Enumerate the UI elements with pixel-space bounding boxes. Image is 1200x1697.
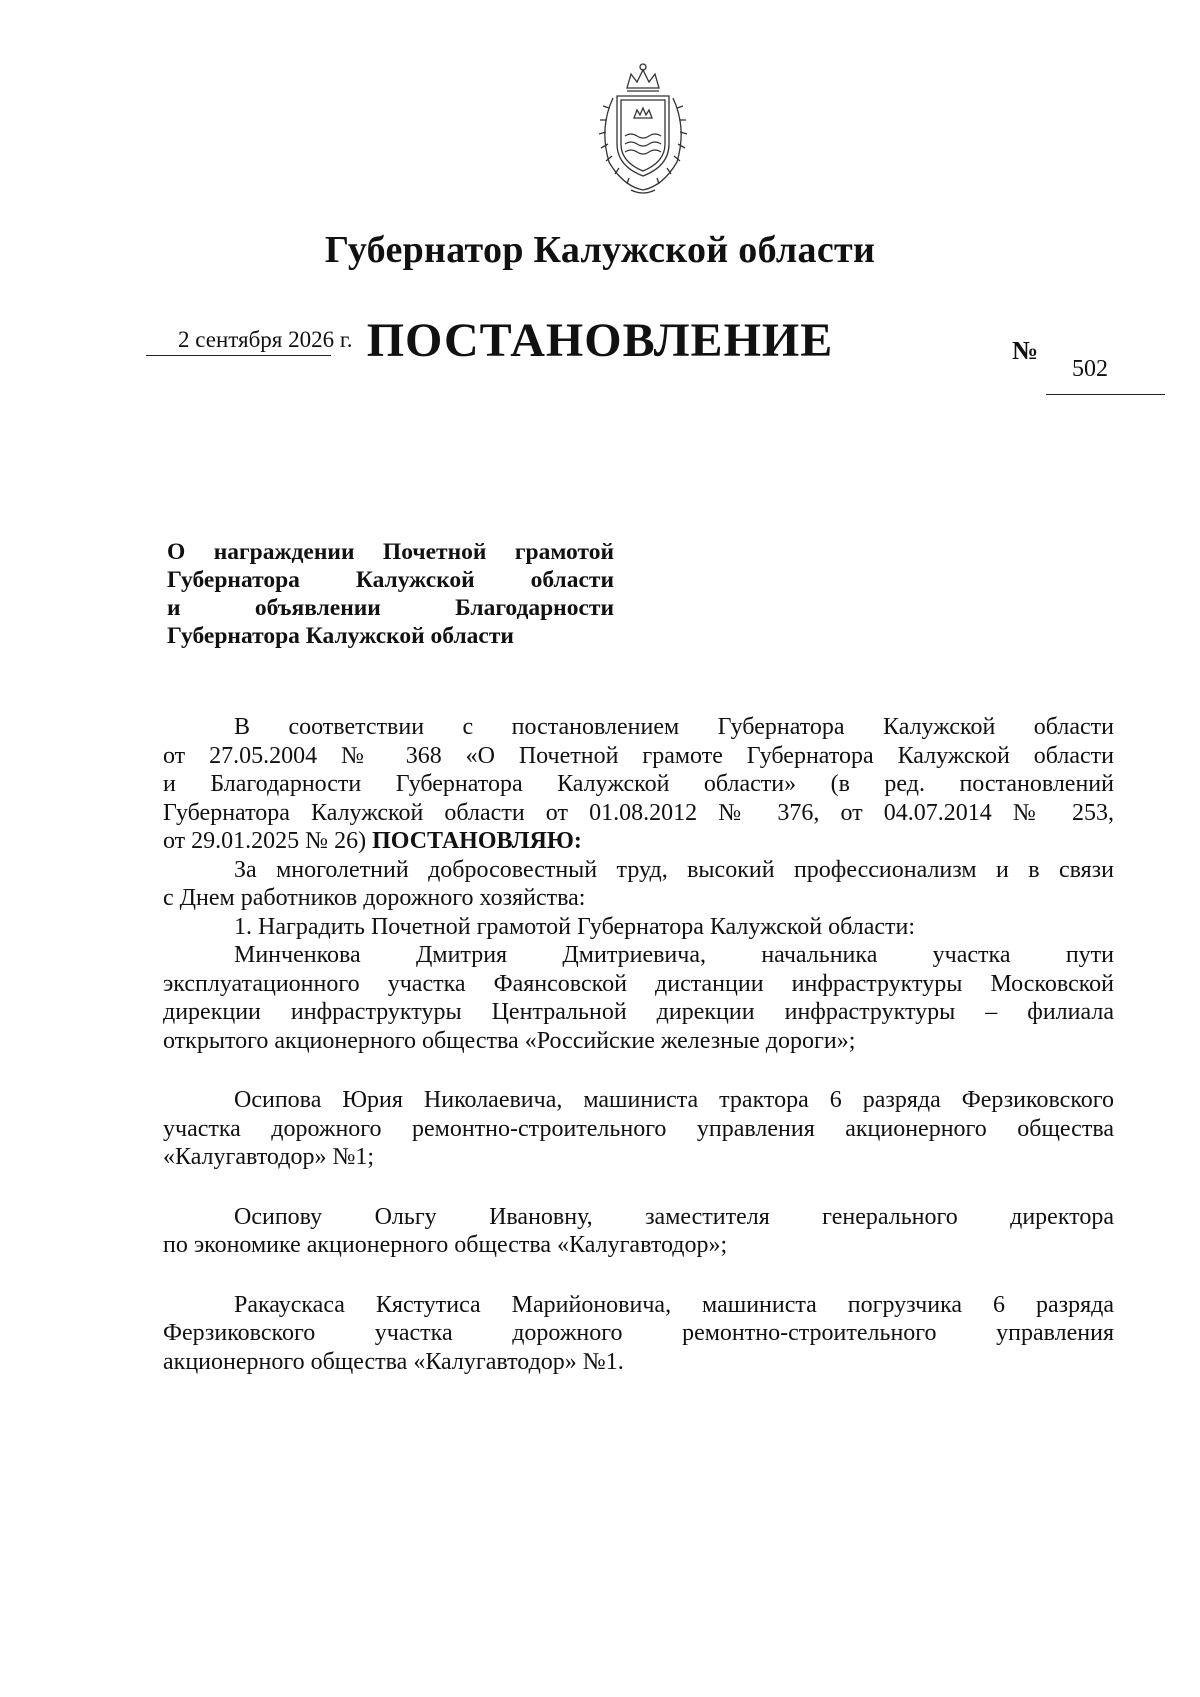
subject-line: Губернатора Калужской области [167,567,614,593]
awardee-line: «Калугавтодор» №1; [163,1144,375,1170]
item-1-paragraph [163,913,1114,942]
awardee-line: Минченкова Дмитрия Дмитриевича, начальника участка пути [234,942,1114,968]
awardee-line: Ферзиковского участка дорожного ремонтно-строительного управления [163,1320,1114,1346]
awardee-2-paragraph [163,1086,1114,1172]
issuing-authority: Губернатор Калужской области [324,229,876,271]
preamble-paragraph [163,713,1114,856]
awardee-line: акционерного общества «Калугавтодор» №1. [163,1348,624,1375]
awardee-1-paragraph [163,941,1114,1055]
awardee-line: по экономике акционерного общества «Калугавтодор»; [163,1232,728,1258]
preamble-line: В соответствии с постановлением Губернатора Калужской области [234,714,1114,740]
awardee-line: Ракаускаса Кястутиса Марийоновича, машиниста погрузчика 6 разряда [234,1291,1114,1318]
awardee-line: эксплуатационного участка Фаянсовской дистанции инфраструктуры Московской [163,970,1114,997]
awardee-3-paragraph [163,1203,1114,1260]
awardee-4-paragraph [163,1291,1114,1377]
document-number: 502 [1072,356,1108,382]
document-type-title: ПОСТАНОВЛЕНИЕ [366,314,834,367]
subject-line: и объявлении Благодарности [167,595,614,621]
subject-line: О награждении Почетной грамотой [167,539,614,565]
awardee-line: открытого акционерного общества «Российские железные дороги»; [163,1027,856,1054]
awardee-line: участка дорожного ремонтно-строительного управления акционерного общества [163,1115,1114,1142]
number-underline [1046,394,1165,395]
reason-line: с Днем работников дорожного хозяйства: [163,885,586,911]
preamble-line [163,827,1114,856]
awardee-line: Осипова Юрия Николаевича, машиниста трактора 6 разряда Ферзиковского [234,1087,1114,1113]
reason-paragraph [163,856,1114,913]
preamble-end: от 29.01.2025 № 26) [163,828,367,854]
subject-line: Губернатора Калужской области [167,623,514,649]
preamble-line: от 27.05.2004 № 368 «О Почетной грамоте Губернатора Калужской области [163,742,1114,769]
reason-line: За многолетний добросовестный труд, высокий профессионализм и в связи [234,856,1114,883]
coat-of-arms-emblem [587,58,699,198]
preamble-line: и Благодарности Губернатора Калужской области» (в ред. постановлений [163,771,1114,797]
number-sign: № [1012,336,1039,365]
item-1-heading: 1. Наградить Почетной грамотой Губернатора Калужской области: [234,913,916,940]
document-subject [167,538,614,650]
document-date: 2 сентября 2026 г. [178,327,353,352]
awardee-line: Осипову Ольгу Ивановну, заместителя генерального директора [234,1203,1114,1230]
awardee-line: дирекции инфраструктуры Центральной дирекции инфраструктуры – филиала [163,999,1114,1025]
preamble-line: Губернатора Калужской области от 01.08.2012 № 376, от 04.07.2014 № 253, [163,799,1114,826]
decree-word: ПОСТАНОВЛЯЮ: [372,828,582,854]
document-body [163,713,1114,1376]
date-underline [146,355,331,356]
